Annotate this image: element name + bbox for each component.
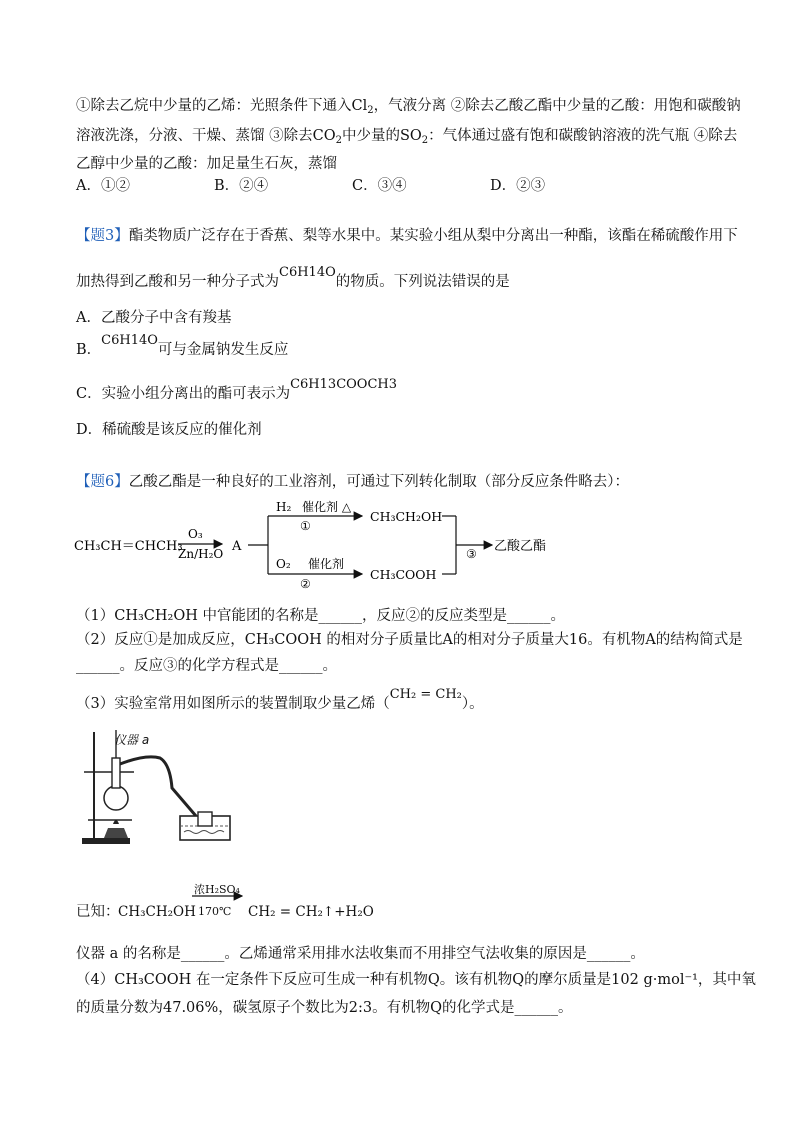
prev-question-line1: ①除去乙烷中少量的乙烯：光照条件下通入$Cl_2$，气液分离 ②除去乙酸乙酯中少量的乙酸：用饱和碳酸钠 [76, 98, 741, 116]
q6-part4-line1: （4）CH₃COOH 在一定条件下反应可生成一种有机物Q。该有机物Q的摩尔质量是102 g·mol⁻¹，其中氧 [76, 972, 756, 988]
scheme-final: 乙酸乙酯 [494, 539, 547, 554]
scheme-lower-num: ② [300, 577, 311, 591]
scheme-lower-product: CH₃COOH [370, 567, 437, 582]
scheme-lower-cond: 催化剂 [308, 557, 345, 571]
known-cond-top: 浓H₂SO₄ [194, 883, 240, 896]
scheme-upper-reagent: H₂ [276, 500, 292, 514]
q6-part3-question: 仪器 a 的名称是______。乙烯通常采用排水法收集而不用排空气法收集的原因是______。 [76, 946, 645, 962]
q6-part2-line1: （2）反应①是加成反应，CH₃COOH 的相对分子质量比A的相对分子质量大16。有机物A的结构简式是 [76, 632, 743, 648]
q3-line1: 【题3】酯类物质广泛存在于香蕉、梨等水果中。某实验小组从梨中分离出一种酯，该酯在稀硫酸作用下 [76, 228, 738, 244]
q3-option-c: C．实验小组分离出的酯可表示为C6H13COOCH3 [76, 377, 398, 402]
scheme-step3: ③ [466, 547, 477, 561]
q3-formula-c6h14o: C6H14O [279, 265, 336, 280]
q3-tag: 【题3】 [76, 228, 129, 244]
prev-question-line2: 溶液洗涤，分液、干燥、蒸馏 ③除去$CO_2$中少量的$SO_2$：气体通过盛有饱和碳酸钠溶液的洗气瓶 ④除去 [76, 128, 738, 146]
scheme-lower-reagent: O₂ [276, 557, 291, 571]
q3-line2: 加热得到乙酸和另一种分子式为C6H14O的物质。下列说法错误的是 [76, 265, 510, 290]
q6-part1: （1）CH₃CH₂OH 中官能团的名称是______，反应②的反应类型是______。 [76, 608, 565, 624]
known-cond-bottom: 170℃ [198, 905, 232, 918]
known-reactant: CH₃CH₂OH [118, 904, 196, 920]
q6-intro: 【题6】乙酸乙酯是一种良好的工业溶剂，可通过下列转化制取（部分反应条件略去）： [76, 474, 629, 490]
q6-part4-line2: 的质量分数为47.06%，碳氢原子个数比为2:3。有机物Q的化学式是______。 [76, 1000, 573, 1016]
prev-option-d: D．②③ [490, 178, 546, 194]
prev-option-a: A．①② [76, 178, 130, 194]
scheme-cond-top: O₃ [188, 527, 203, 541]
q3-option-d: D．稀硫酸是该反应的催化剂 [76, 422, 262, 438]
scheme-upper-cond: 催化剂 △ [302, 500, 352, 514]
prev-option-c: C．③④ [352, 178, 407, 194]
scheme-upper-num: ① [300, 519, 311, 533]
scheme-cond-bottom: Zn/H₂O [178, 547, 224, 561]
scheme-upper-product: CH₃CH₂OH [370, 509, 443, 524]
scheme-reactant: CH₃CH＝CHCH₃ [74, 539, 183, 554]
q3-option-a: A．乙酸分子中含有羧基 [76, 310, 232, 326]
known-products: CH₂ = CH₂↑+H₂O [248, 904, 374, 920]
reaction-scheme [70, 496, 570, 596]
apparatus-label: 仪器 a [114, 733, 150, 747]
prev-question-line3: 乙醇中少量的乙酸：加足量生石灰，蒸馏 [76, 156, 337, 172]
q6-tag: 【题6】 [76, 474, 129, 490]
q6-part2-line2: ______。反应③的化学方程式是______。 [76, 658, 337, 674]
q3-option-b: B．C6H14O可与金属钠发生反应 [76, 333, 289, 358]
apparatus-diagram [76, 728, 236, 850]
prev-option-b: B．②④ [214, 178, 269, 194]
scheme-a: A [232, 539, 242, 554]
known-label: 已知： [76, 904, 120, 920]
q6-part3-line: （3）实验室常用如图所示的装置制取少量乙烯（CH₂ = CH₂）。 [76, 687, 484, 712]
